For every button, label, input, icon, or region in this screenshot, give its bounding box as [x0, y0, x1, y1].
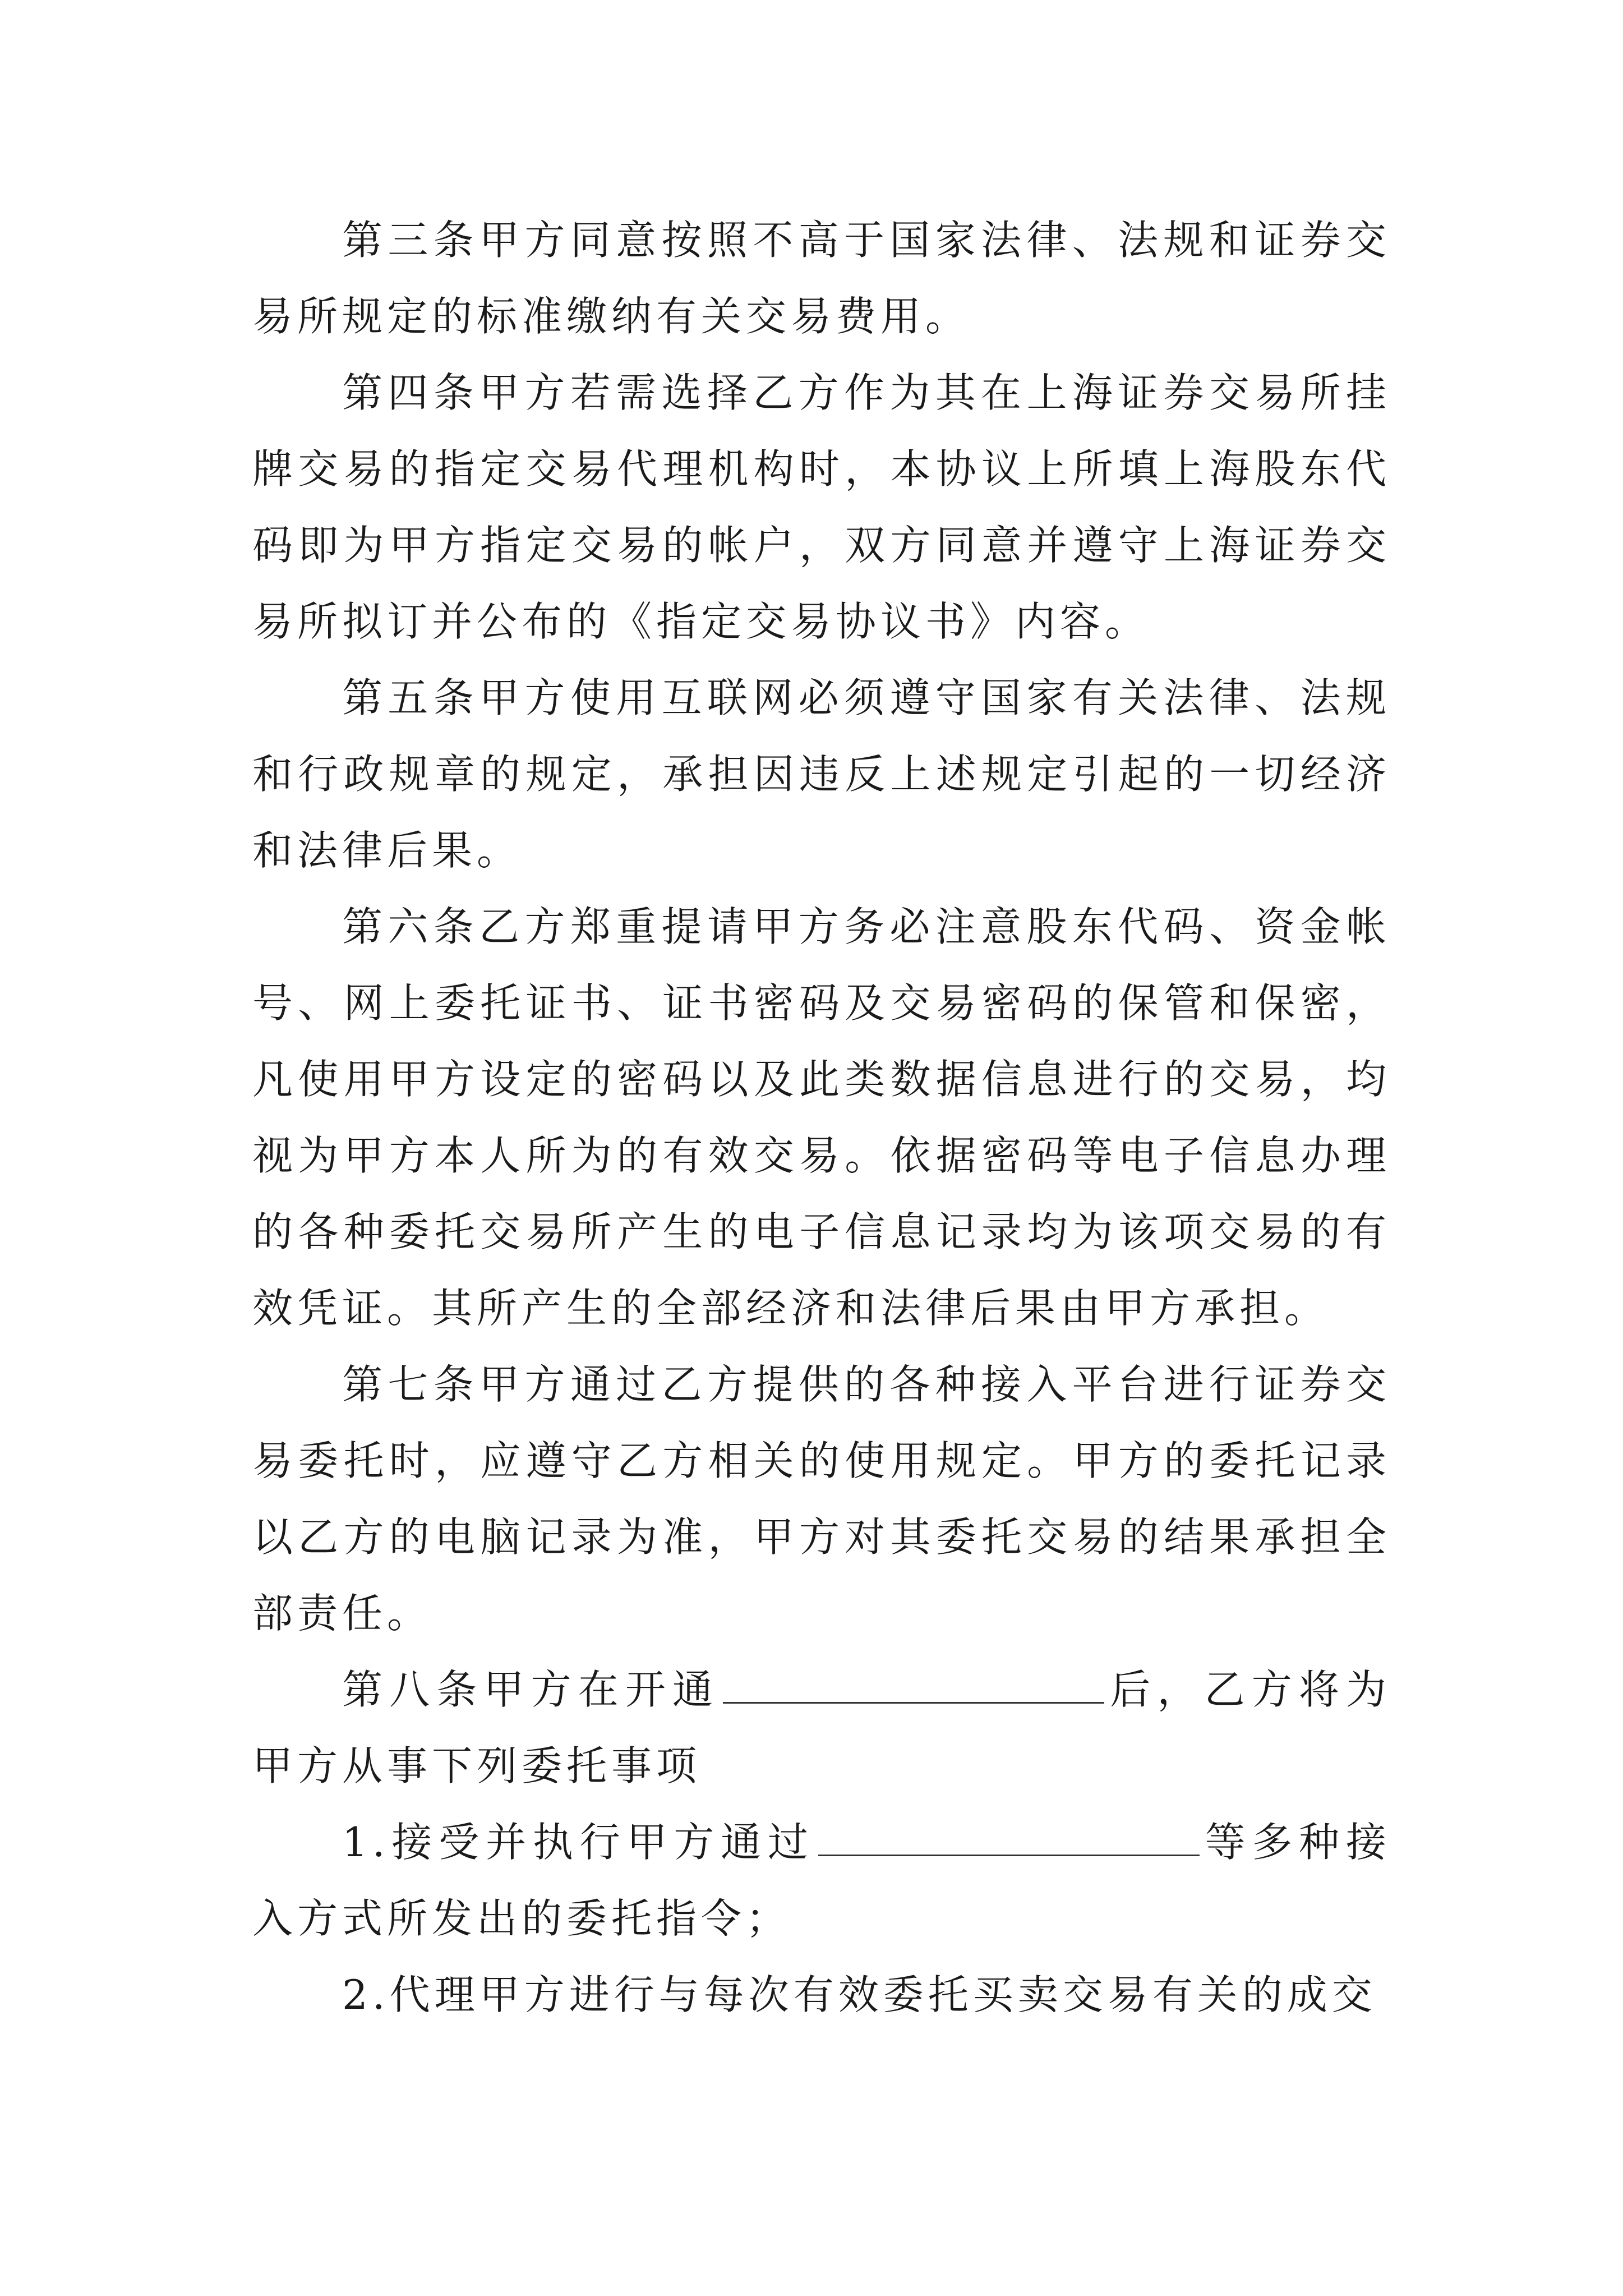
document-page: [252, 202, 1391, 2033]
item-2: 2.代理甲方进行与每次有效委托买卖交易有关的成交: [342, 1971, 1377, 2018]
fill-blank-service: [723, 1663, 1104, 1704]
fill-blank-channels: [818, 1815, 1200, 1856]
article-5: 第五条甲方使用互联网必须遵守国家有关法律、法规和行政规章的规定，承担因违反上述规定引起的一切经济和法律后果。: [252, 674, 1391, 874]
article-8-text-start: 第八条甲方在开通: [342, 1666, 720, 1713]
article-3: 第三条甲方同意按照不高于国家法律、法规和证券交易所规定的标准缴纳有关交易费用。: [252, 217, 1391, 340]
article-8-text-end: 后，乙方将为甲方从事下列委托事项: [252, 1666, 1391, 1789]
article-8: [252, 1651, 1391, 1804]
article-4: 第四条甲方若需选择乙方作为其在上海证券交易所挂牌交易的指定交易代理机构时，本协议上所填上海股东代码即为甲方指定交易的帐户，双方同意并遵守上海证券交易所拟订并公布的《指定交易协议书》内容。: [252, 369, 1391, 645]
item-1-text-start: 1.接受并执行甲方通过: [342, 1819, 815, 1866]
item-1: [252, 1804, 1391, 1957]
item-1-text-end: 等多种接入方式所发出的委托指令；: [252, 1819, 1391, 1942]
article-6: 第六条乙方郑重提请甲方务必注意股东代码、资金帐号、网上委托证书、证书密码及交易密码的保管和保密，凡使用甲方设定的密码以及此类数据信息进行的交易，均视为甲方本人所为的有效交易。依据密码等电子信息办理的各种委托交易所产生的电子信息记录均为该项交易的有效凭证。其所产生的全部经济和法律后果由甲方承担。: [252, 903, 1391, 1332]
article-7: 第七条甲方通过乙方提供的各种接入平台进行证券交易委托时，应遵守乙方相关的使用规定。甲方的委托记录以乙方的电脑记录为准，甲方对其委托交易的结果承担全部责任。: [252, 1361, 1391, 1637]
